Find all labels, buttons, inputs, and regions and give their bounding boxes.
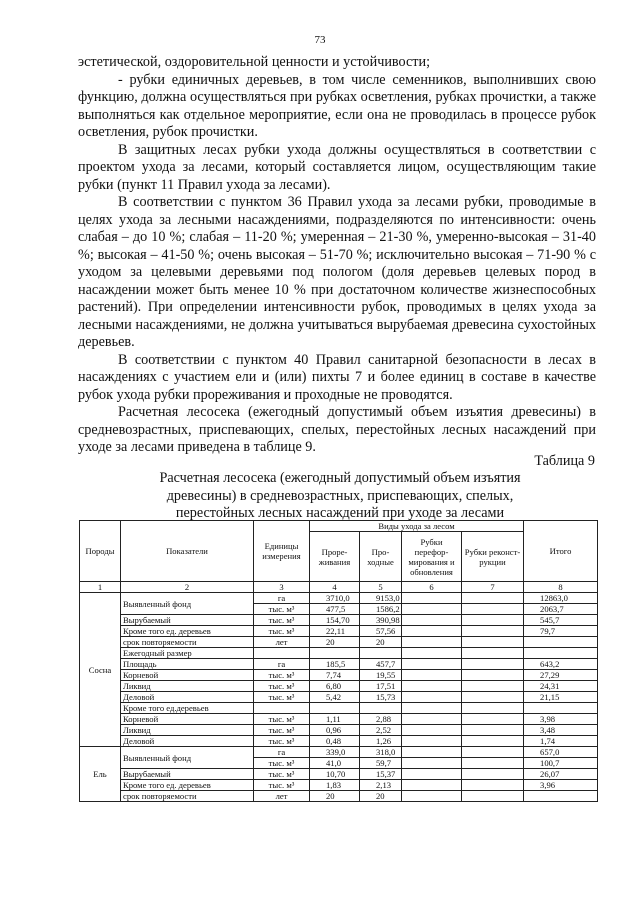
table-row <box>80 780 598 791</box>
indicator-cell: Деловой <box>121 736 254 747</box>
total-cell: 3,48 <box>524 725 598 736</box>
unit-cell: тыс. м³ <box>254 626 310 637</box>
table-row <box>80 703 598 714</box>
reform-cell <box>402 670 462 681</box>
column-number: 6 <box>402 582 462 593</box>
total-cell: 643,2 <box>524 659 598 670</box>
indicator-cell: Деловой <box>121 692 254 703</box>
column-number-row <box>80 582 598 593</box>
passage-cell: 2,88 <box>360 714 402 725</box>
unit-cell: лет <box>254 791 310 802</box>
total-cell: 12863,0 <box>524 593 598 604</box>
thinning-cell: 339,0 <box>310 747 360 758</box>
logging-table <box>79 520 598 802</box>
reform-cell <box>402 604 462 615</box>
unit-cell: га <box>254 747 310 758</box>
thinning-cell <box>310 703 360 714</box>
table-row <box>80 714 598 725</box>
table-row <box>80 681 598 692</box>
unit-cell: га <box>254 593 310 604</box>
thinning-cell: 7,74 <box>310 670 360 681</box>
passage-cell: 15,73 <box>360 692 402 703</box>
reform-cell <box>402 747 462 758</box>
recon-cell <box>462 593 524 604</box>
reform-cell <box>402 692 462 703</box>
indicator-cell: срок повторяемости <box>121 637 254 648</box>
indicator-cell: Ликвид <box>121 681 254 692</box>
thinning-cell: 20 <box>310 791 360 802</box>
recon-cell <box>462 725 524 736</box>
passage-cell: 390,98 <box>360 615 402 626</box>
table-row <box>80 626 598 637</box>
passage-cell: 1,26 <box>360 736 402 747</box>
passage-cell: 457,7 <box>360 659 402 670</box>
recon-cell <box>462 758 524 769</box>
passage-cell: 17,51 <box>360 681 402 692</box>
indicator-cell: Вырубаемый <box>121 769 254 780</box>
total-cell <box>524 791 598 802</box>
indicator-cell: Ликвид <box>121 725 254 736</box>
unit-cell: тыс. м³ <box>254 604 310 615</box>
passage-cell <box>360 648 402 659</box>
recon-cell <box>462 747 524 758</box>
indicator-cell: Кроме того ед. деревьев <box>121 626 254 637</box>
unit-cell: тыс. м³ <box>254 670 310 681</box>
paragraph: В соответствии с пунктом 36 Правил ухода за лесами рубки, проводимые в целях ухода за лесными насаждениями, подразделяются по интенсивности: очень слабая – до 10 %; слабая – 11-20 %; умеренная – 21-30 %, умеренно-высокая – 31-40 %; высокая – 41-50 %; очень высокая – 51-70 %; исключительно высокая – 71-90 % с уходом за целевыми деревьями под пологом (доля деревьев целевых пород в насаждении может быть менее 10 % при достаточном количестве жизнеспособных растений). При определении интенсивности рубок, проводимых в целях ухода за лесными насаждениями, не должна учитываться вырубаемая древесина сухостойных деревьев. <box>78 194 596 350</box>
recon-cell <box>462 648 524 659</box>
reform-cell <box>402 615 462 626</box>
thinning-cell: 0,96 <box>310 725 360 736</box>
recon-cell <box>462 769 524 780</box>
thinning-cell: 185,5 <box>310 659 360 670</box>
species-cell: Ель <box>80 747 121 802</box>
recon-cell <box>462 626 524 637</box>
header-reform: Рубки перефор-мирования и обновления <box>402 532 462 582</box>
header-species: Породы <box>80 521 121 582</box>
recon-cell <box>462 780 524 791</box>
reform-cell <box>402 725 462 736</box>
table-row <box>80 736 598 747</box>
thinning-cell: 3710,0 <box>310 593 360 604</box>
unit-cell <box>254 648 310 659</box>
reform-cell <box>402 648 462 659</box>
total-cell: 27,29 <box>524 670 598 681</box>
unit-cell: тыс. м³ <box>254 725 310 736</box>
column-number: 8 <box>524 582 598 593</box>
reform-cell <box>402 681 462 692</box>
total-cell: 79,7 <box>524 626 598 637</box>
total-cell: 100,7 <box>524 758 598 769</box>
indicator-cell: Ежегодный размер <box>121 648 254 659</box>
column-number: 7 <box>462 582 524 593</box>
indicator-cell: Корневой <box>121 670 254 681</box>
paragraph: В защитных лесах рубки ухода должны осуществляться в соответствии с проектом ухода за лесами, который составляется лицом, осуществляющим такие рубки (пункт 11 Правил ухода за лесами). <box>78 141 596 193</box>
recon-cell <box>462 703 524 714</box>
total-cell: 3,96 <box>524 780 598 791</box>
indicator-cell: Выявленный фонд <box>121 593 254 615</box>
passage-cell: 20 <box>360 791 402 802</box>
indicator-cell: Кроме того ед. деревьев <box>121 780 254 791</box>
passage-cell: 2,52 <box>360 725 402 736</box>
table-title: Расчетная лесосека (ежегодный допустимый объем изъятия древесины) в средневозрастных, приспевающих, спелых, перестойных лесных насаждений при уходе за лесами <box>159 470 521 521</box>
column-number: 4 <box>310 582 360 593</box>
total-cell: 26,07 <box>524 769 598 780</box>
total-cell: 2063,7 <box>524 604 598 615</box>
reform-cell <box>402 736 462 747</box>
header-total: Итого <box>524 521 598 582</box>
unit-cell: тыс. м³ <box>254 615 310 626</box>
passage-cell: 318,0 <box>360 747 402 758</box>
indicator-cell: Корневой <box>121 714 254 725</box>
reform-cell <box>402 780 462 791</box>
header-recon: Рубки реконст-рукции <box>462 532 524 582</box>
recon-cell <box>462 791 524 802</box>
recon-cell <box>462 736 524 747</box>
reform-cell <box>402 703 462 714</box>
passage-cell: 15,37 <box>360 769 402 780</box>
reform-cell <box>402 769 462 780</box>
passage-cell: 20 <box>360 637 402 648</box>
reform-cell <box>402 714 462 725</box>
paragraph: Расчетная лесосека (ежегодный допустимый объем изъятия древесины) в средневозрастных, приспевающих, спелых, перестойных лесных насаждений при уходе за лесами приведена в таблице 9. <box>78 404 596 455</box>
total-cell: 657,0 <box>524 747 598 758</box>
table-row <box>80 769 598 780</box>
thinning-cell: 20 <box>310 637 360 648</box>
total-cell: 3,98 <box>524 714 598 725</box>
passage-cell: 57,56 <box>360 626 402 637</box>
indicator-cell: Площадь <box>121 659 254 670</box>
table-row <box>80 615 598 626</box>
unit-cell: тыс. м³ <box>254 780 310 791</box>
reform-cell <box>402 593 462 604</box>
column-number: 1 <box>80 582 121 593</box>
total-cell: 545,7 <box>524 615 598 626</box>
header-indicators: Показатели <box>121 521 254 582</box>
paragraph: эстетической, оздоровительной ценности и устойчивости; <box>78 54 431 70</box>
reform-cell <box>402 659 462 670</box>
header-care-types: Виды ухода за лесом <box>310 521 524 532</box>
table-row <box>80 648 598 659</box>
table-row <box>80 791 598 802</box>
total-cell: 24,31 <box>524 681 598 692</box>
recon-cell <box>462 615 524 626</box>
header-row <box>80 521 598 532</box>
indicator-cell: Вырубаемый <box>121 615 254 626</box>
reform-cell <box>402 626 462 637</box>
thinning-cell: 1,83 <box>310 780 360 791</box>
total-cell <box>524 648 598 659</box>
paragraph: - рубки единичных деревьев, в том числе семенников, выполнивших свою функцию, должна осуществляться при рубках осветления, рубках прочистки, а также выполняться как отдельное мероприятие, если она не проводилась в процессе рубок осветления, рубок прочистки. <box>78 71 596 140</box>
header-units: Единицы измерения <box>254 521 310 582</box>
thinning-cell: 477,5 <box>310 604 360 615</box>
thinning-cell: 41,0 <box>310 758 360 769</box>
passage-cell <box>360 703 402 714</box>
column-number: 3 <box>254 582 310 593</box>
paragraph: В соответствии с пунктом 40 Правил санитарной безопасности в лесах в насаждениях с участием ели и (или) пихты 7 и более единиц в составе в качестве рубок ухода рубки прореживания и проходные не проводятся. <box>78 351 596 403</box>
table-body <box>80 582 598 802</box>
reform-cell <box>402 791 462 802</box>
reform-cell <box>402 758 462 769</box>
indicator-cell: Кроме того ед.деревьев <box>121 703 254 714</box>
thinning-cell: 6,80 <box>310 681 360 692</box>
table-row <box>80 637 598 648</box>
recon-cell <box>462 692 524 703</box>
total-cell <box>524 637 598 648</box>
recon-cell <box>462 681 524 692</box>
recon-cell <box>462 659 524 670</box>
thinning-cell: 1,11 <box>310 714 360 725</box>
indicator-cell: Выявленный фонд <box>121 747 254 769</box>
table-row <box>80 692 598 703</box>
column-number: 2 <box>121 582 254 593</box>
column-number: 5 <box>360 582 402 593</box>
indicator-cell: срок повторяемости <box>121 791 254 802</box>
thinning-cell <box>310 648 360 659</box>
passage-cell: 2,13 <box>360 780 402 791</box>
reform-cell <box>402 637 462 648</box>
body-text <box>78 54 596 457</box>
table-row <box>80 593 598 604</box>
passage-cell: 1586,2 <box>360 604 402 615</box>
passage-cell: 19,55 <box>360 670 402 681</box>
unit-cell: лет <box>254 637 310 648</box>
table-row <box>80 725 598 736</box>
recon-cell <box>462 714 524 725</box>
unit-cell: тыс. м³ <box>254 758 310 769</box>
unit-cell: тыс. м³ <box>254 736 310 747</box>
unit-cell: га <box>254 659 310 670</box>
passage-cell: 59,7 <box>360 758 402 769</box>
table-row <box>80 670 598 681</box>
species-cell: Сосна <box>80 593 121 747</box>
page-number: 73 <box>314 34 326 46</box>
unit-cell <box>254 703 310 714</box>
thinning-cell: 10,70 <box>310 769 360 780</box>
recon-cell <box>462 604 524 615</box>
recon-cell <box>462 670 524 681</box>
unit-cell: тыс. м³ <box>254 714 310 725</box>
unit-cell: тыс. м³ <box>254 769 310 780</box>
table-label: Таблица 9 <box>534 453 595 469</box>
recon-cell <box>462 637 524 648</box>
thinning-cell: 154,70 <box>310 615 360 626</box>
thinning-cell: 5,42 <box>310 692 360 703</box>
header-thinning: Проре-живания <box>310 532 360 582</box>
passage-cell: 9153,0 <box>360 593 402 604</box>
unit-cell: тыс. м³ <box>254 692 310 703</box>
thinning-cell: 22,11 <box>310 626 360 637</box>
unit-cell: тыс. м³ <box>254 681 310 692</box>
header-passage: Про-ходные <box>360 532 402 582</box>
total-cell <box>524 703 598 714</box>
total-cell: 21,15 <box>524 692 598 703</box>
table-row <box>80 747 598 758</box>
table-row <box>80 659 598 670</box>
thinning-cell: 0,48 <box>310 736 360 747</box>
total-cell: 1,74 <box>524 736 598 747</box>
